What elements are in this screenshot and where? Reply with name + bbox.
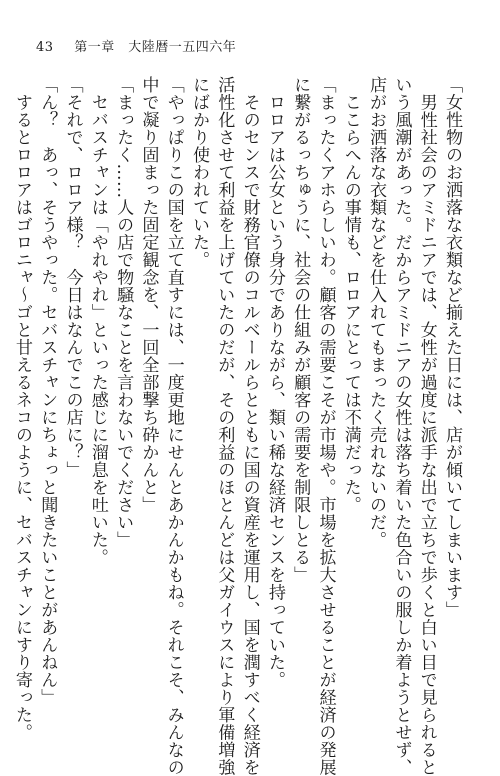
- running-header: [36, 36, 236, 55]
- text-line: するとロロアはゴロニャ〜ゴと甘えるネコのように、セバスチャンにすり寄った。: [11, 76, 32, 741]
- vertical-body-text: [11, 76, 464, 776]
- text-line: にばかり使われていた。: [189, 76, 210, 269]
- text-line: 男性社会のアミドニアでは、女性が過度に派手な出で立ちで歩くと白い目で見られると: [416, 76, 437, 776]
- text-line: 「女性物のお洒落な衣類など揃えた日には、店が傾いてしまいます」: [442, 76, 462, 619]
- page-number: 43: [36, 40, 54, 55]
- text-line: セバスチャンは「やれやれ」といった感じに溜息を吐いた。: [87, 76, 108, 566]
- chapter-title: 第一章 大陸暦一五四六年: [74, 40, 237, 55]
- text-line: ここらへんの事情も、ロロアにとっては不満だった。: [340, 76, 361, 514]
- text-line: そのセンスで財務官僚のコルベールらとともに国の資産を運用し、国を潤すべく経済を: [239, 76, 260, 776]
- text-line: 「まったくアホらしいわ。顧客の需要こそが市場や。市場を拡大させることが経済の発展: [315, 76, 336, 776]
- text-line: いう風潮があった。だからアミドニアの女性は落ち着いた色合いの服しか着ようとせず、: [391, 76, 412, 776]
- text-line: ロロアは公女という身分でありながら、類い稀な経済センスを持っていた。: [264, 76, 285, 689]
- text-line: 「それで、ロロア様？ 今日はなんでこの店に？」: [62, 76, 83, 479]
- text-line: 中で凝り固まった固定観念を、一回全部撃ち砕かんと」: [138, 76, 159, 514]
- text-line: 活性化させて利益を上げていたのだが、その利益のほとんどは父ガイウスにより軍備増強: [214, 76, 235, 776]
- text-line: 店がお洒落な衣類などを仕入れてもまったく売れないのだ。: [366, 76, 387, 549]
- text-line: 「やっぱりこの国を立て直すには、一度更地にせんとあかんかもね。それこそ、みんなの: [163, 76, 184, 776]
- text-line: に繋がるっちゅうに、社会の仕組みが顧客の需要を制限しとる」: [290, 76, 311, 584]
- text-line: 「ん？ あっ、そうやった。セバスチャンにちょっと聞きたいことがあんねん」: [37, 76, 58, 706]
- text-line: 「まったく……人の店で物騒なことを言わないでください」: [113, 76, 134, 549]
